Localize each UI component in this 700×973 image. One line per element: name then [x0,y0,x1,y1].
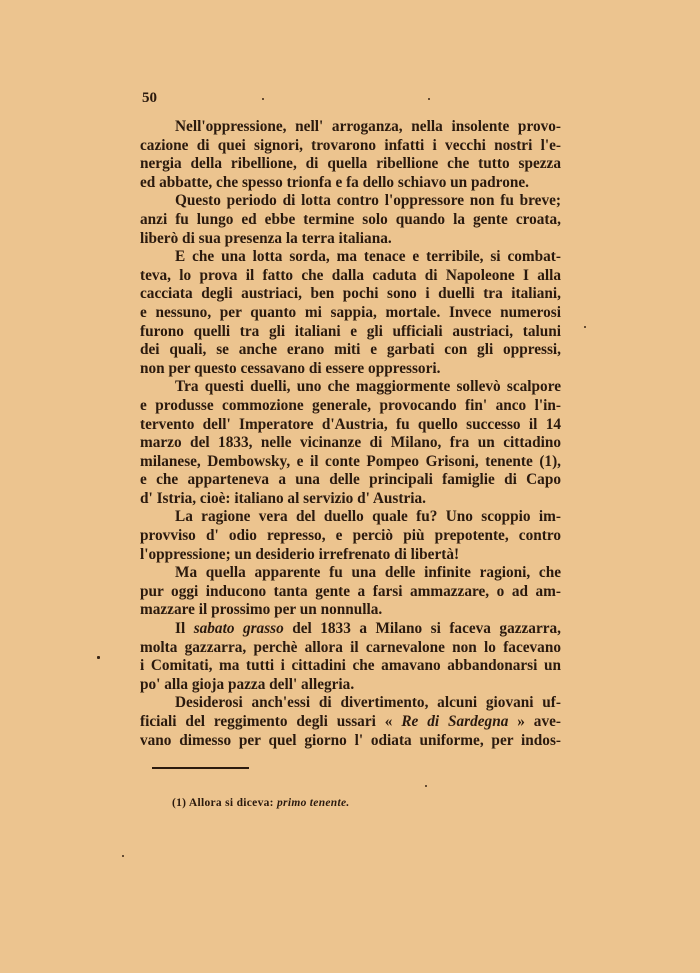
text-line: tervento dell' Imperatore d'Austria, fu quello successo il 14 [140,415,561,433]
text-segment: Il [175,620,194,638]
text-line: e nessuno, per quanto mi sappia, mortale. Invece numerosi [140,303,561,321]
text-line: mazzare il prossimo per un nonnulla. [140,601,383,619]
text-line: liberò di sua presenza la terra italiana. [140,229,392,247]
footnote-divider [152,767,249,769]
text-line: marzo del 1833, nelle vicinanze di Milano, fra un cittadino [140,434,561,452]
text-line: d' Istria, cioè: italiano al servizio d' Austria. [140,489,426,507]
footnote-text: Allora si diceva: [188,797,274,809]
text-line: E che una lotta sorda, ma tenace e terribile, si combat- [175,248,561,266]
text-line [140,620,561,639]
text-line: i Comitati, ma tutti i cittadini che amavano abbandonarsi un [140,657,561,675]
text-line: provviso d' odio represso, e perciò più prepotente, contro [140,527,561,545]
scan-speck [122,855,124,857]
body-text [140,118,561,750]
italic-text: Re di Sardegna [401,713,509,730]
text-line: Nell'oppressione, nell' arroganza, nella insolente provo- [175,118,561,135]
scan-speck [584,326,586,328]
text-line: cacciata degli austriaci, ben pochi sono i duelli tra italiani, [140,285,561,303]
text-line: l'oppressione; un desiderio irrefrenato di libertà! [140,545,460,563]
text-line: milanese, Dembowsky, e il conte Pompeo Grisoni, tenente (1), [140,452,561,470]
text-line: Desiderosi anch'essi di divertimento, alcuni giovani uf- [175,694,561,712]
text-line: nergia della ribellione, di quella ribellione che tutto spezza [140,155,561,173]
text-line: non per questo cessavano di essere oppressori. [140,359,441,377]
text-segment: » ave- [508,713,561,730]
footnote [172,797,350,809]
text-line: Tra questi duelli, uno che maggiormente sollevò scalpore [175,378,561,396]
text-line: Ma quella apparente fu una delle infinite ragioni, che [175,564,561,582]
text-line: Questo periodo di lotta contro l'oppressore non fu breve; [175,192,561,210]
text-line: anzi fu lungo ed ebbe termine solo quando la gente croata, [140,210,561,228]
text-line: e che apparteneva a una delle principali famiglie di Capo [140,471,561,489]
text-line: dei quali, se anche erano miti e garbati con gli oppressi, [140,341,561,359]
text-line: po' alla gioja pazza dell' allegria. [140,675,355,693]
text-line: La ragione vera del duello quale fu? Uno scoppio im- [175,508,561,526]
text-line: molta gazzarra, perchè allora il carnevalone non lo facevano [140,638,561,656]
text-line: furono quelli tra gli italiani e gli ufficiali austriaci, taluni [140,322,561,340]
text-line: ed abbatte, che spesso trionfa e fa dello schiavo un padrone. [140,173,529,191]
text-line: cazione di quei signori, trovarono infatti i vecchi nostri l'e- [140,136,561,154]
scan-speck [97,656,100,659]
text-line [140,713,561,732]
text-segment: ficiali del reggimento degli ussari « [140,713,402,730]
scan-speck [428,98,430,100]
text-segment: del 1833 a Milano si faceva gazzarra, [283,620,561,638]
text-line: e produsse commozione generale, provocando fin' anco l'in- [140,396,561,414]
footnote-marker: (1) [172,797,187,809]
text-line: teva, lo prova il fatto che dalla caduta di Napoleone I alla [140,266,561,284]
text-line: vano dimesso per quel giorno l' odiata uniforme, per indos- [140,731,561,749]
text-line: pur oggi inducono tanta gente a farsi ammazzare, o ad am- [140,582,561,600]
page-number: 50 [142,90,157,106]
scan-speck [425,785,427,787]
scan-speck [262,98,264,100]
footnote-italic: primo tenente. [277,797,350,809]
italic-text: sabato grasso [193,620,284,638]
